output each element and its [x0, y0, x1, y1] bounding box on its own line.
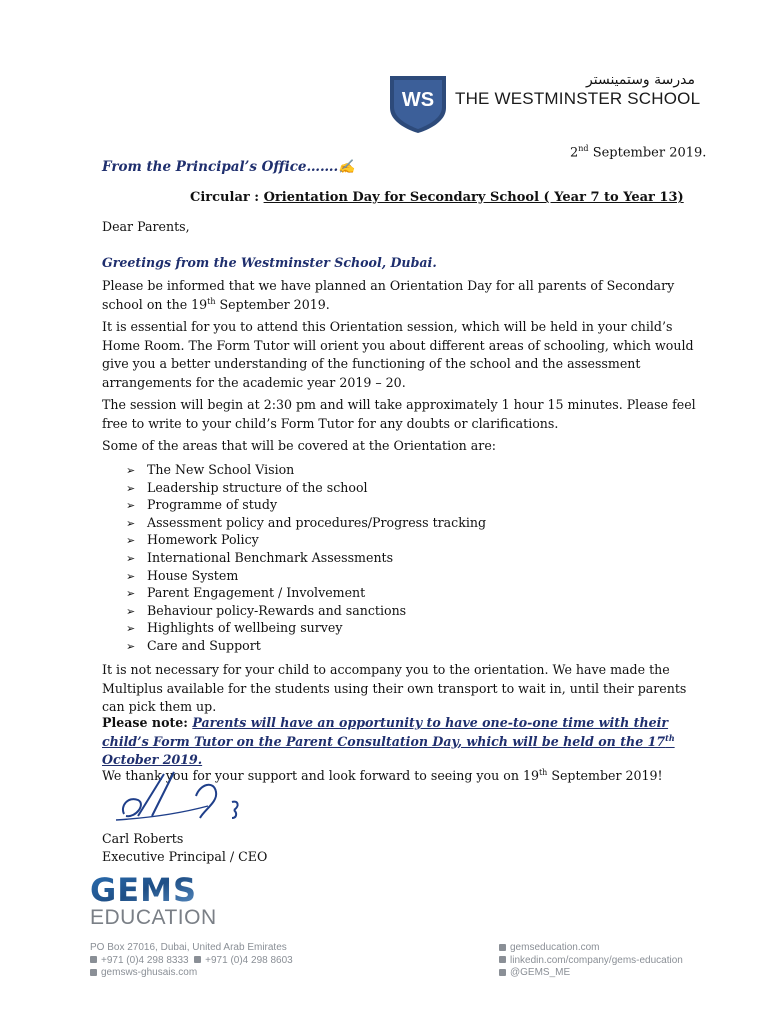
closing-line: We thank you for your support and look forward to seeing you on 19th September 2019!: [102, 767, 663, 783]
letter-date: 2nd September 2019.: [570, 144, 707, 161]
list-item: [126, 479, 486, 497]
list-item: [126, 531, 486, 549]
areas-list: [126, 461, 486, 655]
phone-icon: [90, 956, 97, 963]
gems-logo: [90, 873, 222, 905]
arrow-bullet-icon: ➢: [126, 534, 136, 548]
arrow-bullet-icon: ➢: [126, 499, 136, 513]
footer-website[interactable]: gemseducation.com: [510, 942, 600, 953]
arrow-bullet-icon: ➢: [126, 587, 136, 601]
footer-contact-left: [90, 942, 293, 980]
footer-phones: +971 (0)4 298 8333 +971 (0)4 298 8603: [90, 955, 293, 968]
twitter-icon: [499, 969, 506, 976]
globe-icon: [90, 969, 97, 976]
web-icon: [499, 944, 506, 951]
list-item-text: Assessment policy and procedures/Progress tracking: [147, 514, 487, 530]
list-item-text: Care and Support: [147, 637, 261, 653]
fax-icon: [194, 956, 201, 963]
arrow-bullet-icon: ➢: [126, 604, 136, 618]
signature: [108, 766, 258, 828]
arrow-bullet-icon: ➢: [126, 551, 136, 565]
paragraph-intro: Please be informed that we have planned an Orientation Day for all parents of Secondary school on the 19th September 2019.: [102, 278, 675, 312]
footer-school-website: gemsws-ghusais.com: [90, 967, 293, 980]
greeting: Greetings from the Westminster School, Dubai.: [102, 255, 437, 270]
arrow-bullet-icon: ➢: [126, 481, 136, 495]
logo-initials: WS: [401, 89, 435, 111]
list-item: [126, 549, 486, 567]
arrow-bullet-icon: ➢: [126, 569, 136, 583]
list-item: [126, 584, 486, 602]
list-item-text: Parent Engagement / Involvement: [147, 585, 366, 601]
footer-address: PO Box 27016, Dubai, United Arab Emirates: [90, 942, 287, 953]
list-item-text: International Benchmark Assessments: [147, 549, 394, 565]
linkedin-icon: [499, 956, 506, 963]
list-item-text: The New School Vision: [147, 462, 295, 477]
list-item-text: House System: [147, 567, 239, 583]
list-item: [126, 602, 486, 620]
signatory-name: Carl Roberts: [102, 831, 184, 846]
list-item: [126, 637, 486, 655]
please-note: Please note: Parents will have an opportunity to have one-to-one time with their child’s Form Tutor on the Parent Consultation Day, which will be held on the 17th October 2019.: [102, 715, 675, 768]
paragraph-session-time: The session will begin at 2:30 pm and will take approximately 1 hour 15 minutes. Please feel free to write to your child’s Form Tutor for any doubts or clarifications.: [102, 397, 696, 431]
list-item-text: Homework Policy: [147, 532, 259, 548]
list-item: [126, 496, 486, 514]
footer-twitter[interactable]: @GEMS_ME: [510, 967, 571, 978]
paragraph-multiplus: It is not necessary for your child to accompany you to the orientation. We have made the Multiplus available for the students using their own transport to wait in, until their parents can pick them up.: [102, 662, 687, 715]
principal-office-line: From the Principal’s Office…….✍: [102, 159, 356, 175]
arabic-school-name: مدرسة وستمينستر: [586, 72, 695, 88]
signatory-title: Executive Principal / CEO: [102, 849, 268, 864]
school-name: THE WESTMINSTER SCHOOL: [455, 89, 701, 108]
svg-text:GEMS: GEMS: [90, 873, 198, 905]
list-item: [126, 461, 486, 479]
arrow-bullet-icon: ➢: [126, 639, 136, 653]
arrow-bullet-icon: ➢: [126, 622, 136, 636]
paragraph-attendance: It is essential for you to attend this Orientation session, which will be held in your child’s Home Room. The Form Tutor will orient you about different areas of schooling, which would give you a better understanding of the functioning of the school and the assessment arrangements for the academic year 2019 – 20.: [102, 319, 694, 390]
school-crest-logo: [388, 74, 448, 134]
list-item-text: Programme of study: [147, 497, 278, 513]
arrow-bullet-icon: ➢: [126, 516, 136, 530]
list-item: [126, 514, 486, 532]
list-item-text: Behaviour policy-Rewards and sanctions: [147, 602, 407, 618]
footer-linkedin[interactable]: linkedin.com/company/gems-education: [510, 954, 683, 966]
circular-title: Orientation Day for Secondary School ( Year 7 to Year 13): [263, 190, 684, 205]
list-item-text: Leadership structure of the school: [147, 479, 368, 495]
paragraph-areas-intro: Some of the areas that will be covered at the Orientation are:: [102, 438, 497, 453]
education-wordmark: EDUCATION: [90, 906, 217, 929]
salutation: Dear Parents,: [102, 219, 190, 234]
list-item: [126, 567, 486, 585]
list-item-text: Highlights of wellbeing survey: [147, 620, 343, 636]
list-item: [126, 619, 486, 637]
arrow-bullet-icon: ➢: [126, 464, 136, 477]
footer-contact-right: [499, 942, 683, 980]
circular-heading: Circular : Orientation Day for Secondary School ( Year 7 to Year 13): [190, 190, 684, 205]
